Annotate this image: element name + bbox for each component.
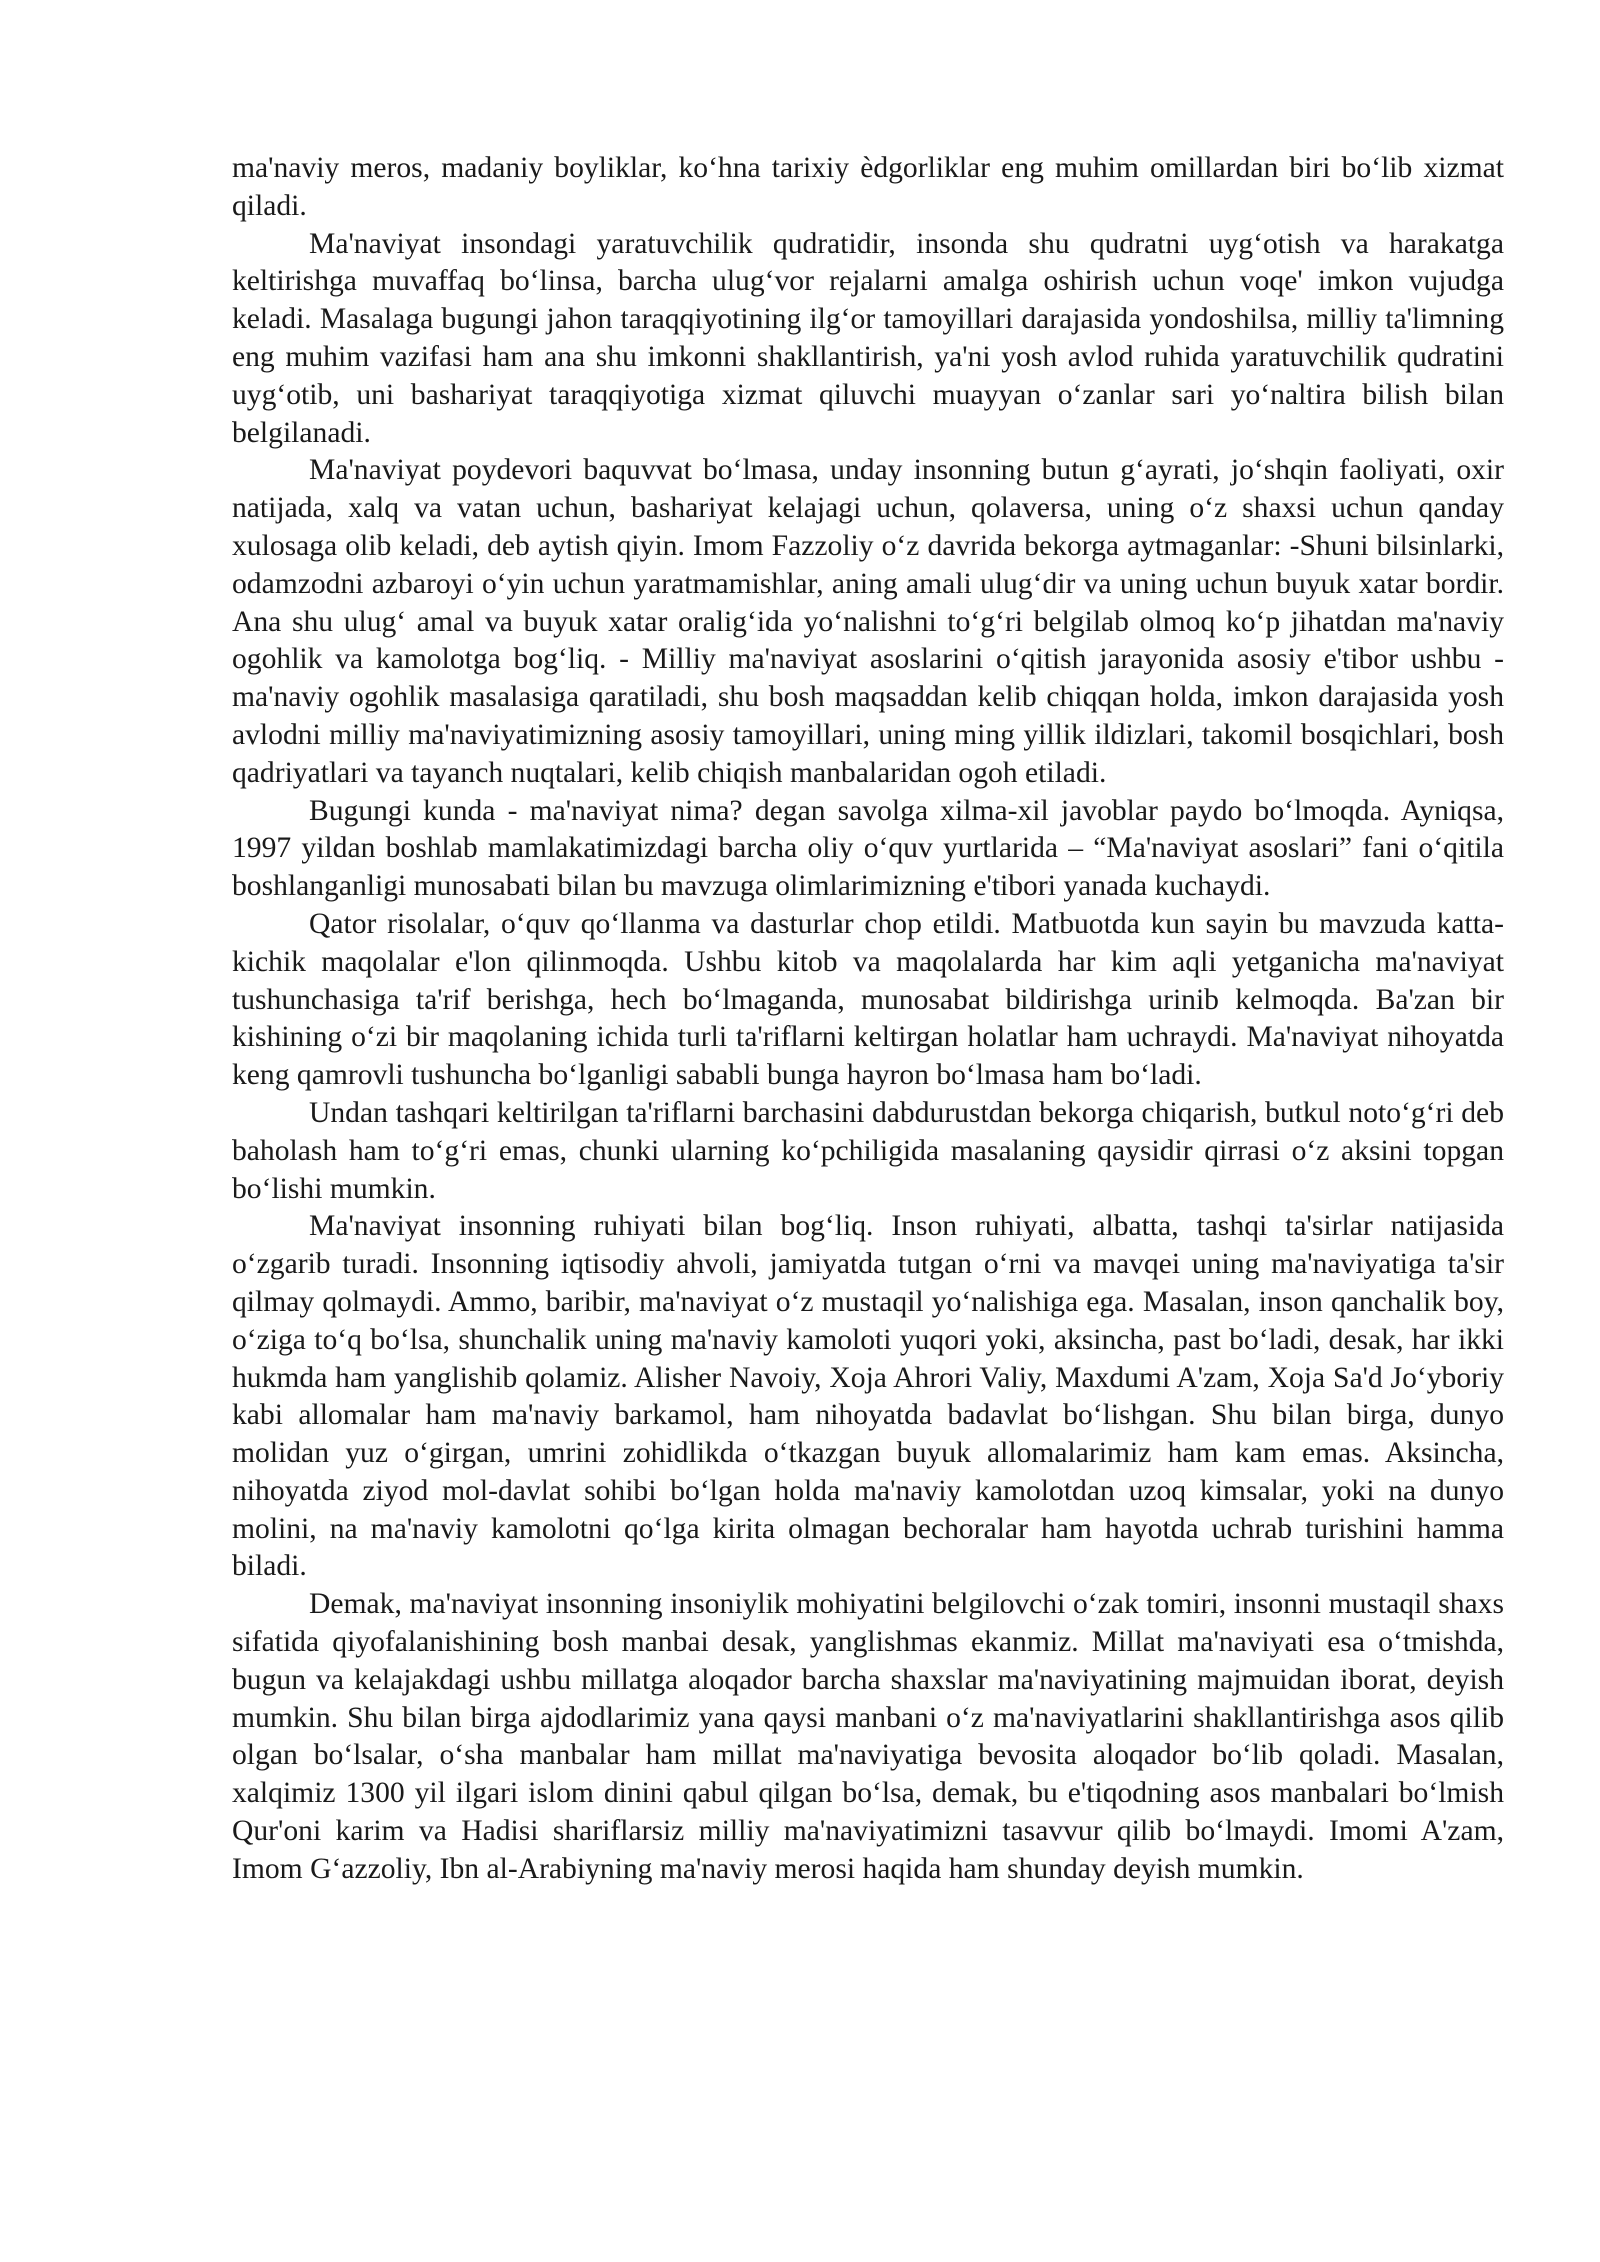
paragraph-5: Qator risolalar, oʻquv qoʻllanma va dasturlar chop etildi. Matbuotda kun sayin bu mavzuda katta-kichik maqolalar e'lon qilinmoqda. Ushbu kitob va maqolalarda har kim aqli yetganicha ma'naviyat tushunchasiga ta'rif berishga, hech boʻlmaganda, munosabat bildirishga urinib kelmoqda. Ba'zan bir kishining oʻzi bir maqolaning ichida turli ta'riflarni keltirgan holatlar ham uchraydi. Ma'naviyat nihoyatda keng qamrovli tushuncha boʻlganligi sababli bunga hayron boʻlmasa ham boʻladi. — [232, 907, 1504, 1092]
paragraph-1: ma'naviy meros, madaniy boyliklar, koʻhna tarixiy èdgorliklar eng muhim omillardan biri boʻlib xizmat qiladi. — [232, 152, 1504, 222]
paragraph-7: Ma'naviyat insonning ruhiyati bilan bogʻliq. Inson ruhiyati, albatta, tashqi ta'sirlar natijasida oʻzgarib turadi. Insonning iqtisodiy ahvoli, jamiyatda tutgan oʻrni va mavqei uning ma'naviyatiga ta'sir qilmay qolmaydi. Ammo, baribir, ma'naviyat oʻz mustaqil yoʻnalishiga ega. Masalan, inson qanchalik boy, oʻziga toʻq boʻlsa, shunchalik uning ma'naviy kamoloti yuqori yoki, aksincha, past boʻladi, desak, har ikki hukmda ham yanglishib qolamiz. Alisher Navoiy, Xoja Ahrori Valiy, Maxdumi A'zam, Xoja Sa'd Joʻyboriy kabi allomalar ham ma'naviy barkamol, ham nihoyatda badavlat boʻlishgan. Shu bilan birga, dunyo molidan yuz oʻgirgan, umrini zohidlikda oʻtkazgan buyuk allomalarimiz ham kam emas. Aksincha, nihoyatda ziyod mol-davlat sohibi boʻlgan holda ma'naviy kamolotdan uzoq kimsalar, yoki na dunyo molini, na ma'naviy kamolotni qoʻlga kirita olmagan bechoralar ham hayotda uchrab turishini hamma biladi. — [232, 1210, 1504, 1583]
paragraph-6: Undan tashqari keltirilgan ta'riflarni barchasini dabdurustdan bekorga chiqarish, butkul notoʻgʻri deb baholash ham toʻgʻri emas, chunki ularning koʻpchiligida masalaning qaysidir qirrasi oʻz aksini topgan boʻlishi mumkin. — [232, 1096, 1504, 1205]
paragraph-2: Ma'naviyat insondagi yaratuvchilik qudratidir, insonda shu qudratni uygʻotish va harakatga keltirishga muvaffaq boʻlinsa, barcha ulugʻvor rejalarni amalga oshirish uchun voqe' imkon vujudga keladi. Masalaga bugungi jahon taraqqiyotining ilgʻor tamoyillari darajasida yondoshilsa, milliy ta'limning eng muhim vazifasi ham ana shu imkonni shakllantirish, ya'ni yosh avlod ruhida yaratuvchilik qudratini uygʻotib, uni bashariyat taraqqiyotiga xizmat qiluvchi muayyan oʻzanlar sari yoʻnaltira bilish bilan belgilanadi. — [232, 227, 1504, 449]
paragraph-4: Bugungi kunda - ma'naviyat nima? degan savolga xilma-xil javoblar paydo boʻlmoqda. Ayniqsa, 1997 yildan boshlab mamlakatimizdagi barcha oliy oʻquv yurtlarida – “Ma'naviyat asoslari” fani oʻqitila boshlanganligi munosabati bilan bu mavzuga olimlarimizning e'tibori yanada kuchaydi. — [232, 794, 1504, 903]
document-body — [232, 150, 1504, 1889]
paragraph-3: Ma'naviyat poydevori baquvvat boʻlmasa, unday insonning butun gʻayrati, joʻshqin faoliyati, oxir natijada, xalq va vatan uchun, bashariyat kelajagi uchun, qolaversa, uning oʻz shaxsi uchun qanday xulosaga olib keladi, deb aytish qiyin. Imom Fazzoliy oʻz davrida bekorga aytmaganlar: -Shuni bilsinlarki, odamzodni azbaroyi oʻyin uchun yaratmamishlar, aning amali ulugʻdir va uning uchun buyuk xatar bordir. Ana shu ulugʻ amal va buyuk xatar oraligʻida yoʻnalishni toʻgʻri belgilab olmoq koʻp jihatdan ma'naviy ogohlik va kamolotga bogʻliq. - Milliy ma'naviyat asoslarini oʻqitish jarayonida asosiy e'tibor ushbu - ma'naviy ogohlik masalasiga qaratiladi, shu bosh maqsaddan kelib chiqqan holda, imkon darajasida yosh avlodni milliy ma'naviyatimizning asosiy tamoyillari, uning ming yillik ildizlari, takomil bosqichlari, bosh qadriyatlari va tayanch nuqtalari, kelib chiqish manbalaridan ogoh etiladi. — [232, 454, 1504, 789]
paragraph-8: Demak, ma'naviyat insonning insoniylik mohiyatini belgilovchi oʻzak tomiri, insonni mustaqil shaxs sifatida qiyofalanishining bosh manbai desak, yanglishmas ekanmiz. Millat ma'naviyati esa oʻtmishda, bugun va kelajakdagi ushbu millatga aloqador barcha shaxslar ma'naviyatining majmuidan iborat, deyish mumkin. Shu bilan birga ajdodlarimiz yana qaysi manbani oʻz ma'naviyatlarini shakllantirishga asos qilib olgan boʻlsalar, oʻsha manbalar ham millat ma'naviyatiga bevosita aloqador boʻlib qoladi. Masalan, xalqimiz 1300 yil ilgari islom dinini qabul qilgan boʻlsa, demak, bu e'tiqodning asos manbalari boʻlmish Qur'oni karim va Hadisi shariflarsiz milliy ma'naviyatimizni tasavvur qilib boʻlmaydi. Imomi A'zam, Imom Gʻazzoliy, Ibn al-Arabiyning ma'naviy merosi haqida ham shunday deyish mumkin. — [232, 1588, 1504, 1885]
